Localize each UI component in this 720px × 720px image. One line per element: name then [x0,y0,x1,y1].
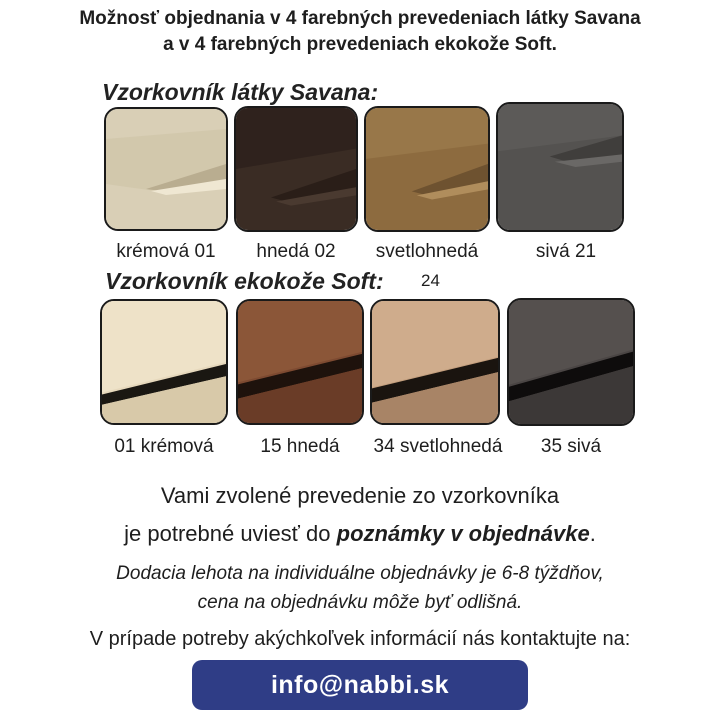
soft-section-title: Vzorkovník ekokože Soft: [105,268,384,294]
savana-label-1: krémová 01 [116,241,216,262]
info-line-1: Vami zvolené prevedenie zo vzorkovníka [160,483,560,508]
order-note-emphasis: poznámky v objednávke [336,521,590,546]
delivery-line-2: cena na objednávku môže byť odlišná. [197,592,523,613]
info-line-2 [0,521,720,547]
header-line-1: Možnosť objednania v 4 farebných prevedeniach látky Savana [79,8,641,29]
email-button[interactable]: info@nabbi.sk [192,660,528,710]
soft-label-3: 34 svetlohnedá [373,436,503,457]
info-line-2-prefix: je potrebné uviesť do [124,521,337,546]
savana-swatch-brown [234,106,358,232]
savana-label-2: hnedá 02 [256,241,336,262]
soft-swatch-light-brown [370,299,500,425]
contact-line: V prípade potreby akýchkoľvek informácií nás kontaktujte na: [89,628,631,650]
savana-swatch-cream [104,107,228,231]
savana-section-title: Vzorkovník látky Savana: [102,79,379,105]
soft-swatch-gray [507,298,635,426]
soft-label-1: 01 krémová [114,436,214,457]
delivery-line-1: Dodacia lehota na individuálne objednávky je 6-8 týždňov, [116,563,604,584]
savana-swatch-light-brown [364,106,490,232]
header-line-2: a v 4 farebných prevedeniach ekokože Soft. [163,34,557,55]
info-line-2-suffix: . [589,521,596,546]
savana-label-3: svetlohnedá [375,241,479,262]
savana-swatch-gray [496,102,624,232]
soft-label-2: 15 hnedá [260,436,340,457]
savana-label-number: 24 [421,271,440,290]
savana-label-4: sivá 21 [535,241,597,262]
soft-swatch-cream [100,299,228,425]
soft-swatch-brown [236,299,364,425]
soft-label-4: 35 sivá [540,436,602,457]
